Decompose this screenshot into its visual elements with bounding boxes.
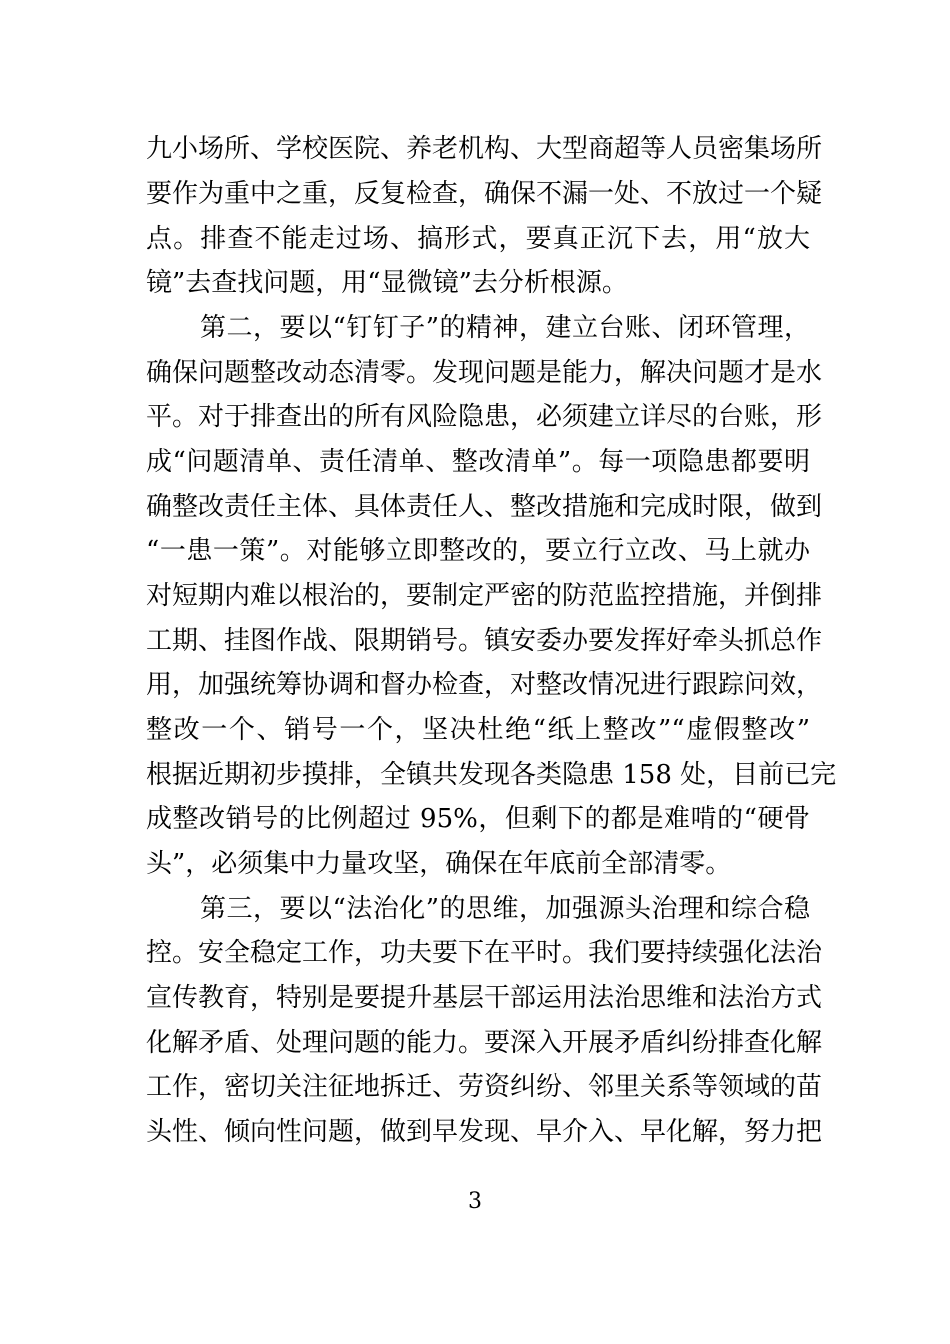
text-line-16: 成整改销号的比例超过 95%，但剩下的都是难啃的“硬骨	[146, 804, 810, 834]
text-line-14: 整改一个、销号一个，坚决杜绝“纸上整改”“虚假整改”	[146, 715, 810, 745]
text-line-19: 控。安全稳定工作，功夫要下在平时。我们要持续强化法治	[146, 938, 823, 968]
text-line-12: 工期、挂图作战、限期销号。镇安委办要发挥好牵头抓总作	[146, 626, 823, 656]
text-line-4: 镜”去查找问题，用“显微镜”去分析根源。	[146, 268, 628, 298]
text-line-3: 点。排查不能走过场、搞形式，要真正沉下去，用“放大	[146, 224, 810, 254]
text-line-23: 头性、倾向性问题，做到早发现、早介入、早化解，努力把	[146, 1117, 823, 1147]
text-line-13: 用，加强统筹协调和督办检查，对整改情况进行跟踪问效，	[146, 670, 823, 700]
text-line-20: 宣传教育，特别是要提升基层干部运用法治思维和法治方式	[146, 983, 823, 1013]
text-line-11: 对短期内难以根治的，要制定严密的防范监控措施，并倒排	[146, 581, 823, 611]
text-line-21: 化解矛盾、处理问题的能力。要深入开展矛盾纠纷排查化解	[146, 1028, 823, 1058]
text-line-6: 确保问题整改动态清零。发现问题是能力，解决问题才是水	[146, 358, 823, 388]
page-number: 3	[468, 1189, 482, 1214]
paragraph-2-first-line: 第二，要以“钉钉子”的精神，建立台账、闭环管理，	[200, 313, 810, 343]
text-line-8: 成“问题清单、责任清单、整改清单”。每一项隐患都要明	[146, 447, 810, 477]
text-line-15: 根据近期初步摸排，全镇共发现各类隐患 158 处，目前已完	[146, 760, 837, 790]
text-line-17: 头”，必须集中力量攻坚，确保在年底前全部清零。	[146, 849, 732, 879]
paragraph-3-first-line: 第三，要以“法治化”的思维，加强源头治理和综合稳	[200, 894, 810, 924]
text-line-9: 确整改责任主体、具体责任人、整改措施和完成时限，做到	[146, 492, 823, 522]
text-line-7: 平。对于排查出的所有风险隐患，必须建立详尽的台账，形	[146, 402, 823, 432]
text-line-1: 九小场所、学校医院、养老机构、大型商超等人员密集场所	[146, 134, 823, 164]
text-line-2: 要作为重中之重，反复检查，确保不漏一处、不放过一个疑	[146, 179, 823, 209]
text-line-22: 工作，密切关注征地拆迁、劳资纠纷、邻里关系等领域的苗	[146, 1072, 823, 1102]
text-line-10: “一患一策”。对能够立即整改的，要立行立改、马上就办	[146, 536, 810, 566]
